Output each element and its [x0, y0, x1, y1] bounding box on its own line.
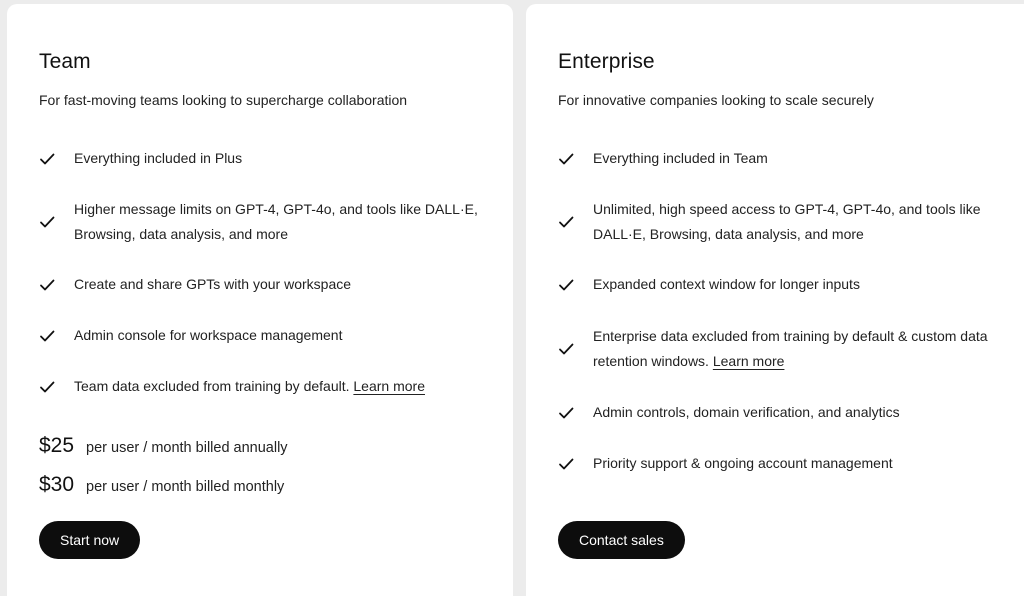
team-plan-card	[7, 4, 513, 596]
checkmark-icon	[39, 277, 55, 293]
checkmark-icon	[558, 277, 574, 293]
enterprise-plan-description: For innovative companies looking to scale securely	[558, 92, 874, 108]
enterprise-plan-title: Enterprise	[558, 50, 655, 73]
team-feature-text	[74, 374, 425, 399]
enterprise-feature-text: Priority support & ongoing account management	[593, 455, 893, 471]
team-plan-description: For fast-moving teams looking to supercharge collaboration	[39, 92, 408, 108]
enterprise-feature-item	[558, 451, 1008, 476]
team-price-monthly	[39, 473, 284, 497]
team-feature-item	[39, 197, 489, 247]
enterprise-feature-item	[558, 197, 1008, 247]
enterprise-feature-text-main: Enterprise data excluded from training by default & custom data retention windows.	[593, 328, 988, 369]
team-price-annual	[39, 434, 288, 458]
checkmark-icon	[558, 151, 574, 167]
enterprise-plan-card	[526, 4, 1024, 596]
pricing-cards	[7, 4, 1024, 596]
enterprise-feature-text: Everything included in Team	[593, 150, 768, 166]
team-price-annual-amount: $25	[39, 434, 75, 457]
checkmark-icon	[39, 151, 55, 167]
team-plan-title: Team	[39, 50, 91, 73]
team-feature-text: Admin console for workspace management	[74, 327, 343, 343]
team-feature-text: Higher message limits on GPT-4, GPT-4o, and tools like DALL·E, Browsing, data analysis, and more	[74, 201, 478, 242]
contact-sales-button[interactable]: Contact sales	[558, 521, 685, 559]
enterprise-feature-item	[558, 400, 1008, 425]
enterprise-feature-item	[558, 272, 1008, 297]
enterprise-learn-more-link[interactable]: Learn more	[712, 353, 785, 369]
team-feature-text: Create and share GPTs with your workspace	[74, 276, 352, 292]
team-feature-item	[39, 272, 489, 297]
team-feature-item	[39, 323, 489, 348]
start-now-button[interactable]: Start now	[39, 521, 140, 559]
checkmark-icon	[558, 456, 574, 472]
team-learn-more-link[interactable]: Learn more	[353, 378, 425, 394]
checkmark-icon	[558, 341, 574, 357]
checkmark-icon	[39, 214, 55, 230]
team-feature-text: Everything included in Plus	[74, 150, 243, 166]
enterprise-feature-item	[558, 324, 1008, 374]
team-price-monthly-note: per user / month billed monthly	[86, 479, 285, 495]
enterprise-feature-text: Admin controls, domain verification, and analytics	[593, 404, 900, 420]
enterprise-feature-text	[593, 324, 1008, 374]
checkmark-icon	[558, 214, 574, 230]
checkmark-icon	[39, 328, 55, 344]
checkmark-icon	[39, 379, 55, 395]
enterprise-feature-item	[558, 146, 1008, 171]
team-feature-text-main: Team data excluded from training by default.	[74, 378, 354, 394]
team-feature-item	[39, 146, 489, 171]
enterprise-feature-text: Expanded context window for longer inputs	[593, 276, 860, 292]
checkmark-icon	[558, 405, 574, 421]
team-price-annual-note: per user / month billed annually	[86, 440, 288, 456]
enterprise-feature-text: Unlimited, high speed access to GPT-4, GPT-4o, and tools like DALL·E, Browsing, data analysis, and more	[593, 201, 981, 242]
team-price-monthly-amount: $30	[39, 473, 75, 496]
team-feature-item	[39, 374, 489, 399]
